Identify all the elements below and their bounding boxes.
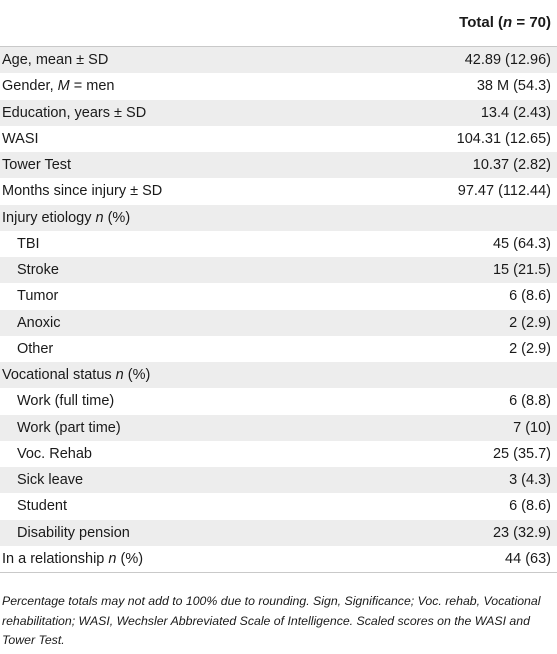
table-footnote: Percentage totals may not add to 100% due to rounding. Sign, Significance; Voc. rehab, Vocational rehabilitation; WASI, Wechsler Abbreviated Scale of Intelligence. Scaled scores on the WASI and Tower Test.: [2, 594, 541, 647]
row-label: WASI: [2, 130, 39, 147]
row-label: Work (full time): [17, 393, 115, 410]
table-row: [0, 205, 557, 231]
table-row: [0, 310, 557, 336]
row-value: 6 (8.6): [509, 498, 551, 515]
table-row: [0, 100, 557, 126]
row-label: Stroke: [17, 262, 59, 278]
row-label: Months since injury ± SD: [2, 183, 163, 200]
row-label: Tumor: [17, 288, 59, 305]
row-label: Tower Test: [2, 157, 72, 173]
table-row: [0, 441, 557, 467]
row-value: 45 (64.3): [492, 235, 551, 252]
row-value: 7 (10): [513, 419, 551, 436]
table-row: [0, 126, 557, 152]
table-row: [0, 283, 557, 309]
table-row: [0, 388, 557, 414]
row-label: Work (part time): [17, 419, 121, 436]
row-label: Vocational status n (%): [2, 367, 151, 383]
table-row: [0, 152, 557, 178]
table-row: [0, 257, 557, 283]
column-header-total: [459, 14, 551, 31]
row-label: Sick leave: [17, 472, 84, 488]
column-header-suffix: = 70): [512, 14, 551, 31]
row-value: 44 (63): [505, 550, 551, 567]
row-label: Voc. Rehab: [17, 445, 92, 462]
table-row: [0, 231, 557, 257]
table-row: [0, 467, 557, 493]
row-label: In a relationship n (%): [2, 550, 144, 567]
row-value: 104.31 (12.65): [456, 130, 551, 147]
row-label: Age, mean ± SD: [2, 52, 109, 68]
table-header: [0, 0, 557, 47]
table-row: [0, 362, 557, 388]
row-value: 23 (32.9): [492, 524, 551, 541]
row-value: 10.37 (2.82): [472, 157, 551, 173]
row-value: 42.89 (12.96): [464, 52, 551, 68]
table-row: [0, 47, 557, 73]
table-row: [0, 520, 557, 546]
row-label: Gender, M = men: [2, 78, 115, 95]
row-value: 15 (21.5): [492, 262, 551, 278]
table-row: [0, 546, 557, 572]
row-value: 97.47 (112.44): [457, 183, 551, 200]
table-row: [0, 73, 557, 99]
table-body: [0, 47, 557, 572]
row-value: 13.4 (2.43): [480, 104, 551, 121]
row-label: Injury etiology n (%): [2, 209, 131, 226]
row-label: Other: [17, 340, 54, 357]
row-value: 2 (2.9): [509, 340, 551, 357]
column-header-n: n: [503, 14, 513, 31]
row-label: Education, years ± SD: [2, 104, 147, 121]
table-row: [0, 415, 557, 441]
table-row: [0, 336, 557, 362]
table-bottom-rule: [0, 572, 557, 573]
row-value: 38 M (54.3): [476, 78, 551, 95]
row-value: 6 (8.8): [509, 393, 551, 410]
row-label: Anoxic: [17, 314, 61, 331]
row-label: Student: [17, 498, 67, 515]
column-header-prefix: Total (: [459, 14, 504, 31]
row-value: 6 (8.6): [509, 288, 551, 305]
row-label: TBI: [17, 235, 40, 252]
table-row: [0, 493, 557, 519]
row-value: 2 (2.9): [509, 314, 551, 331]
row-label: Disability pension: [17, 524, 130, 541]
row-value: 25 (35.7): [492, 445, 551, 462]
table-row: [0, 178, 557, 204]
row-value: 3 (4.3): [509, 472, 551, 488]
